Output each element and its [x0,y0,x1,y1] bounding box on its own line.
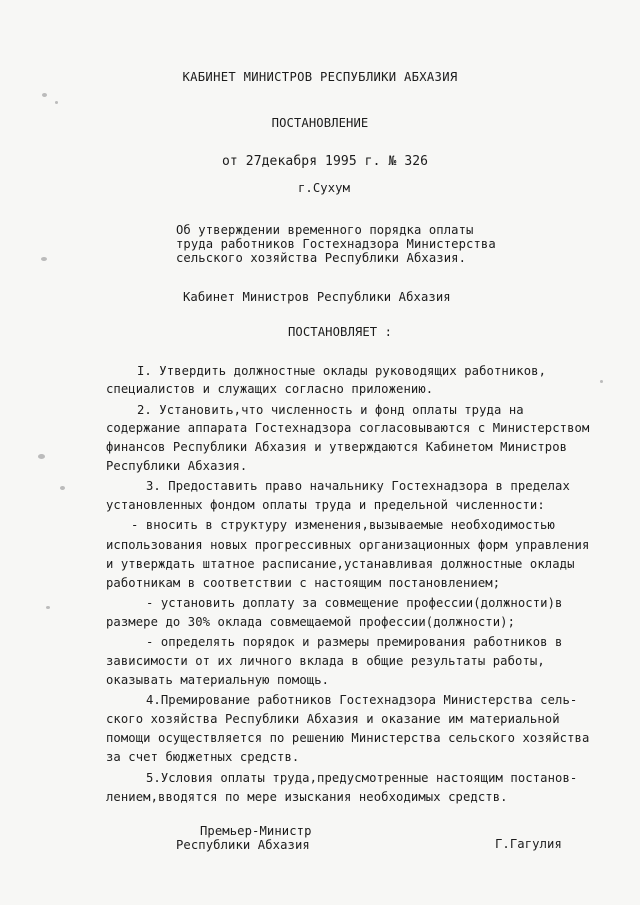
body-line: и утверждать штатное расписание,устанавливая должностные оклады [106,557,575,571]
scan-speck [55,101,58,104]
body-line: содержание аппарата Гостехнадзора согласовываются с Министерством [106,421,590,435]
cabinet-heading: КАБИНЕТ МИНИСТРОВ РЕСПУБЛИКИ АБХАЗИЯ [182,70,458,84]
body-line: 5.Условия оплаты труда,предусмотренные настоящим постанов- [146,771,578,785]
signatory-title: Премьер-Министр [200,824,312,838]
body-line: финансов Республики Абхазия и утверждаются Кабинетом Министров [106,440,568,454]
subject-line: сельского хозяйства Республики Абхазия. [176,251,467,265]
scan-speck [600,380,603,383]
body-line: использования новых прогрессивных организационных форм управления [106,538,590,552]
scan-speck [42,93,47,97]
body-line: ского хозяйства Республики Абхазия и оказание им материальной [106,712,560,726]
scan-speck [41,257,47,261]
scan-speck [60,486,65,490]
subject-line: труда работников Гостехнадзора Министерства [176,237,496,251]
body-line: лением,вводятся по мере изыскания необходимых средств. [106,790,508,804]
body-line: установленных фондом оплаты труда и предельной численности: [106,498,545,512]
subject-line: Об утверждении временного порядка оплаты [176,223,474,237]
body-line: 3. Предоставить право начальнику Гостехнадзора в пределах [146,479,570,493]
body-line: I. Утвердить должностные оклады руководящих работников, [137,364,547,378]
body-line: - определять порядок и размеры премирования работников в [146,635,563,649]
signatory-title: Республики Абхазия [176,838,310,852]
body-line: - установить доплату за совмещение профессии(должности)в [146,596,563,610]
body-line: 2. Установить,что численность и фонд оплаты труда на [137,403,524,417]
body-line: работникам в соответствии с настоящим постановлением; [106,576,501,590]
scan-speck [38,454,45,459]
body-line: размере до 30% оклада совмещаемой профессии(должности); [106,615,516,629]
preamble-line: Кабинет Министров Республики Абхазия [183,290,451,304]
body-line: 4.Премирование работников Гостехнадзора Министерства сель- [146,693,578,707]
document-type: ПОСТАНОВЛЕНИЕ [271,116,369,130]
body-line: зависимости от их личного вклада в общие результаты работы, [106,654,545,668]
body-line: - вносить в структуру изменения,вызываемые необходимостью [131,518,555,532]
date-number: от 27декабря 1995 г. № 326 [222,154,429,169]
city: г.Сухум [298,181,351,195]
resolves-heading: ПОСТАНОВЛЯЕТ : [288,325,393,339]
scan-speck [46,606,50,609]
body-line: Республики Абхазия. [106,459,248,473]
body-line: специалистов и служащих согласно приложению. [106,382,434,396]
body-line: оказывать материальную помощь. [106,673,330,687]
body-line: за счет бюджетных средств. [106,750,300,764]
body-line: помощи осуществляется по решению Министерства сельского хозяйства [106,731,590,745]
signatory-name: Г.Гагулия [495,837,562,851]
